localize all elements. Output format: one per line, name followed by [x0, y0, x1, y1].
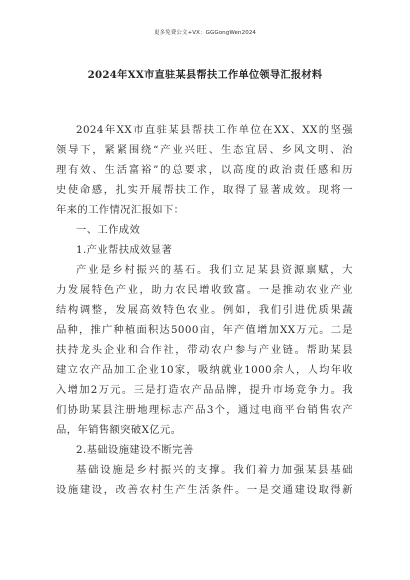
paragraph-line: 入增加2万元。三是打造农产品品牌，提升市场竞争力。我	[56, 384, 353, 396]
paragraph-line: 2024年XX市直驻某县帮扶工作单位在XX、XX的坚强	[76, 124, 353, 136]
paragraph-line: 产业是乡村振兴的基石。我们立足某县资源禀赋，大	[76, 264, 353, 276]
paragraph-line: 理有效、生活富裕”的总要求，以高度的政治责任感和历	[56, 164, 353, 176]
paragraph-line: 结构调整，发展高效特色农业。例如，我们引进优质果蔬	[56, 304, 353, 316]
paragraph-line: 品，年销售额突破X亿元。	[56, 424, 182, 436]
paragraph-line: 们协助某县注册地理标志产品3个，通过电商平台销售农产	[56, 404, 353, 416]
paragraph-line: 建立农产品加工企业10家，吸纳就业1000余人，人均年收	[56, 364, 353, 376]
paragraph-line: 史使命感，扎实开展帮扶工作，取得了显著成效。现将一	[56, 184, 353, 196]
paragraph-line: 设施建设，改善农村生产生活条件。一是交通建设取得新	[56, 484, 353, 496]
paragraph-line: 基础设施是乡村振兴的支撑。我们着力加强某县基础	[76, 464, 353, 476]
paragraph-line: 年来的工作情况汇报如下：	[56, 204, 185, 216]
subsection-heading: 2.基础设施建设不断完善	[76, 444, 194, 456]
document-title: 2024年XX市直驻某县帮扶工作单位领导汇报材料	[87, 69, 323, 81]
paragraph-line: 力发展特色产业，助力农民增收致富。一是推动农业产业	[56, 284, 353, 296]
header-note: 更多免费公文+VX：GGGongWen2024	[153, 30, 257, 36]
paragraph-line: 领导下，紧紧围绕“产业兴旺、生态宜居、乡风文明、治	[56, 144, 353, 156]
section-heading: 一、工作成效	[76, 224, 141, 236]
paragraph-line: 品种，推广种植面积达5000亩，年产值增加XX万元。二是	[56, 324, 353, 336]
subsection-heading: 1.产业帮扶成效显著	[76, 244, 173, 256]
paragraph-line: 扶持龙头企业和合作社，带动农户参与产业链。帮助某县	[56, 344, 353, 356]
